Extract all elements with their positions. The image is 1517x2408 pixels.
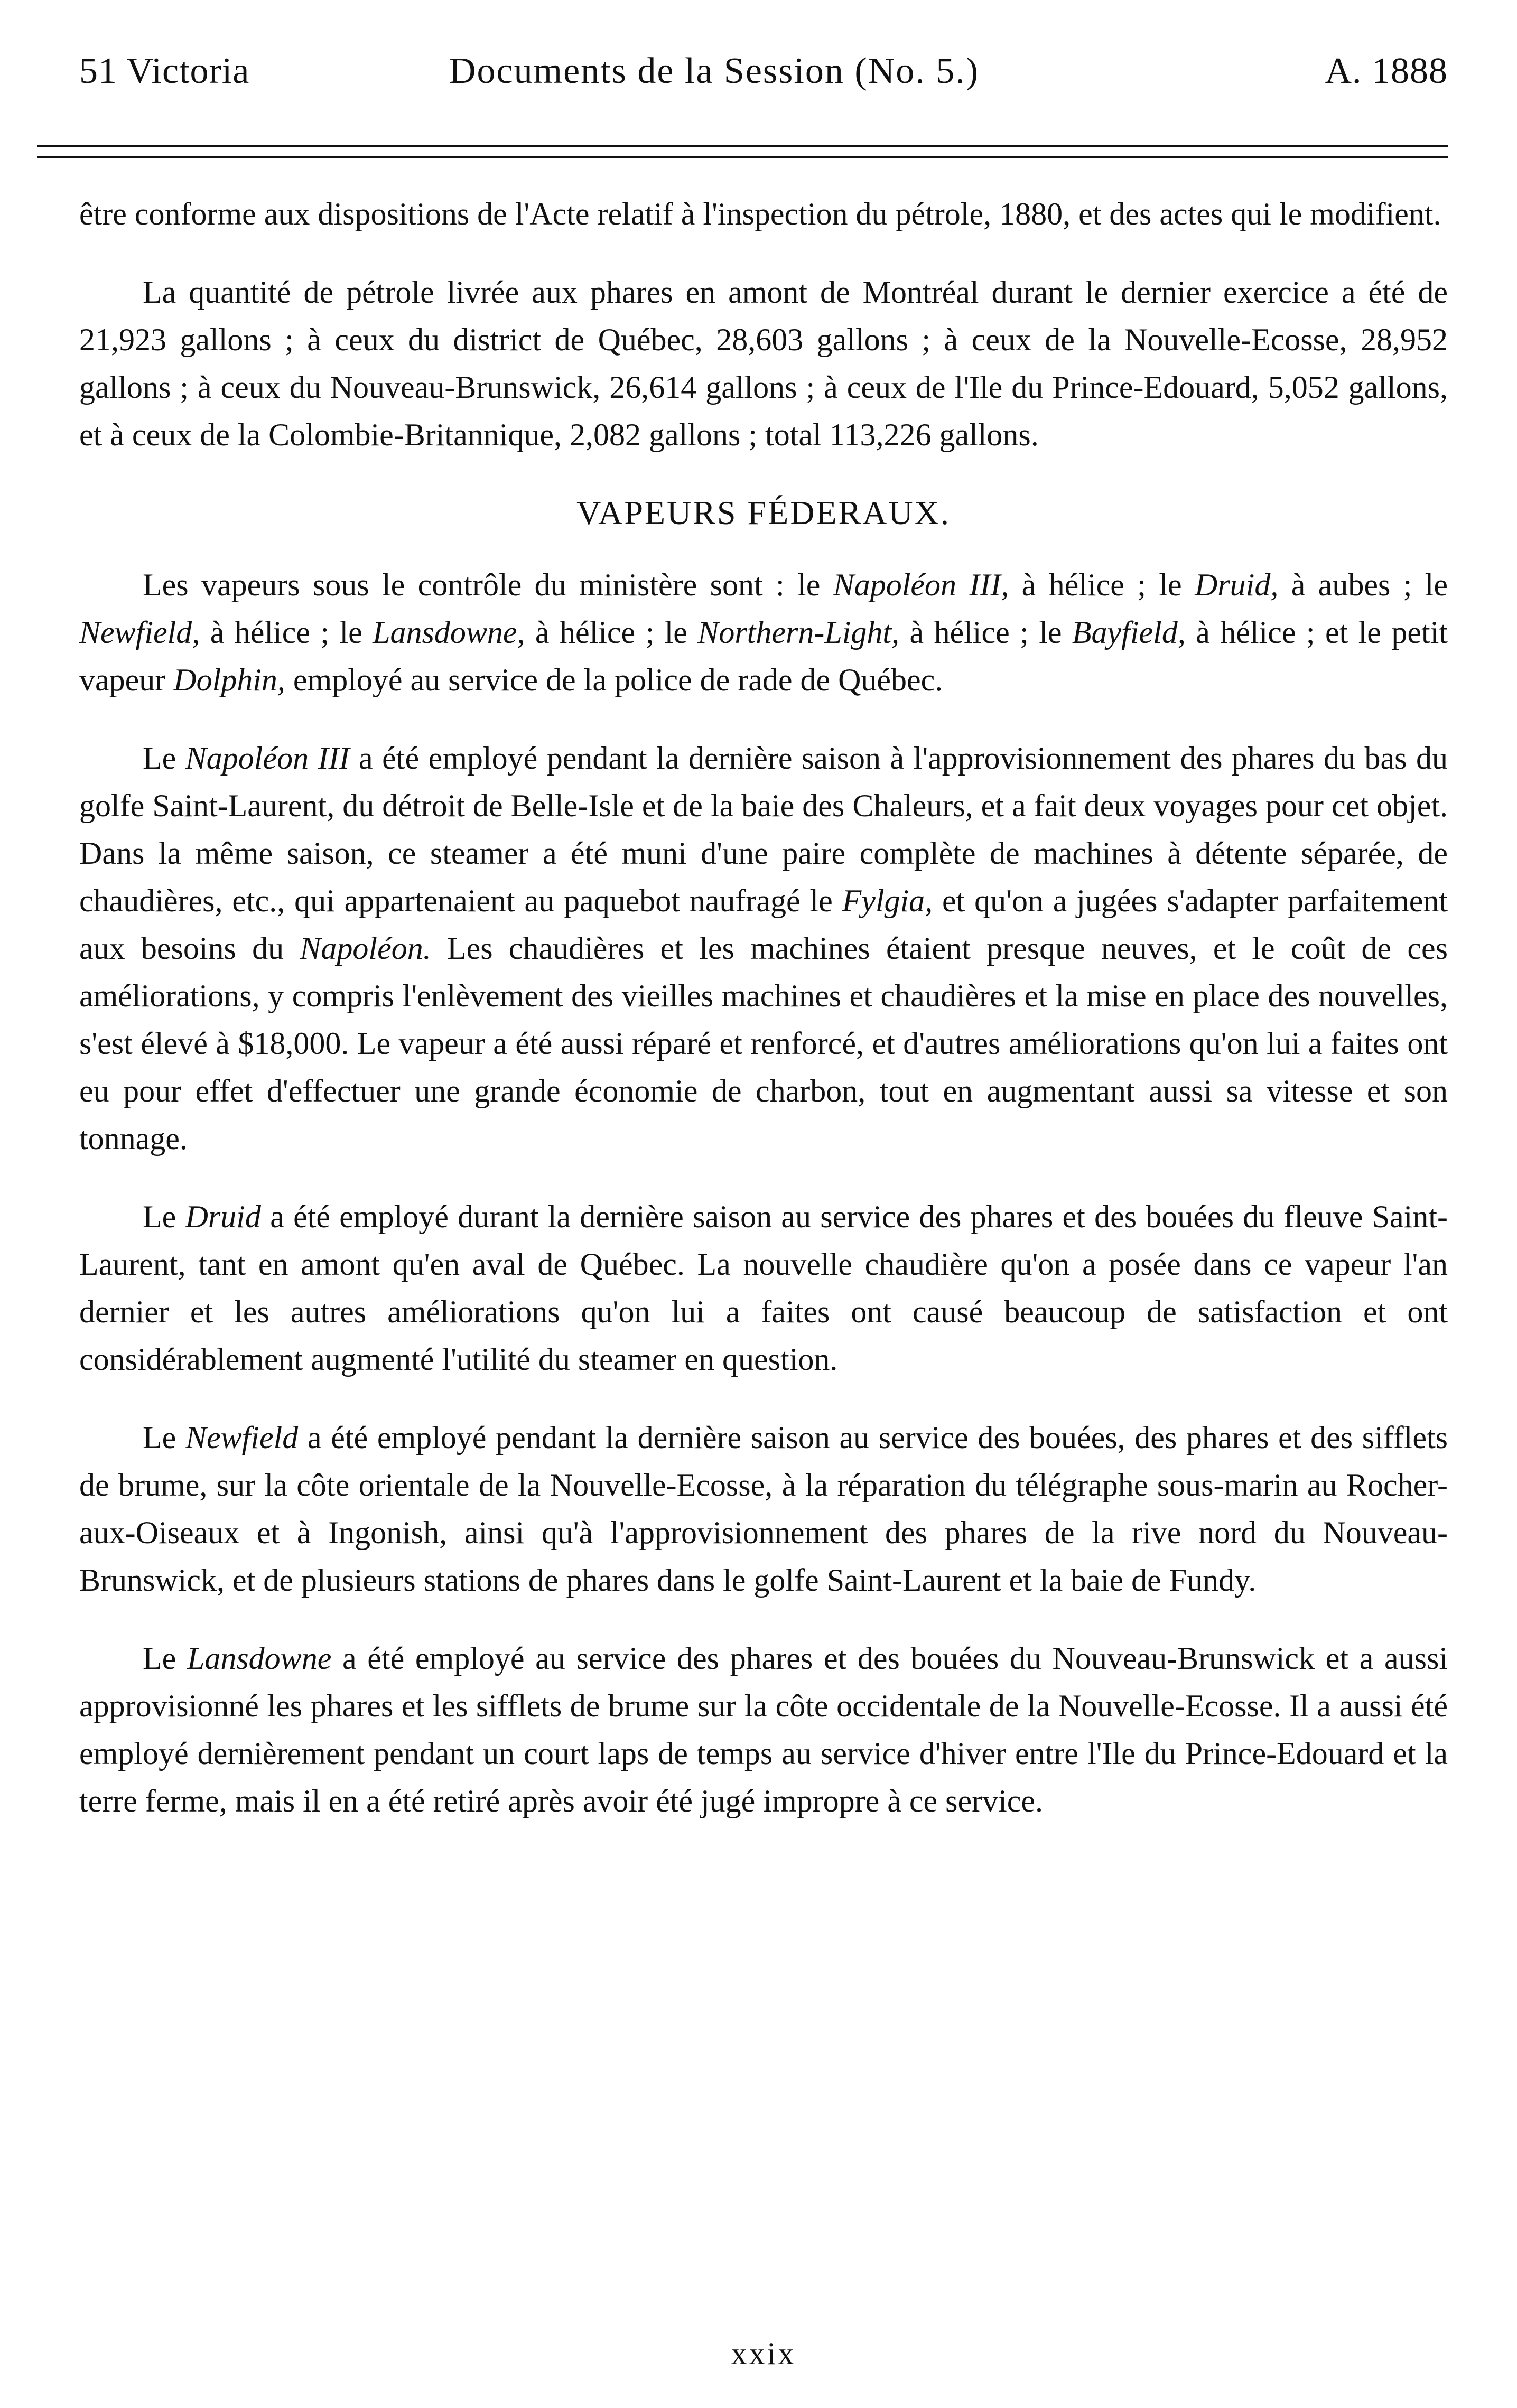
paragraph-druid: Le Druid a été employé durant la dernière saison au service des phares et des bouées du fleuve Saint-Laurent, tant en amont qu'en aval de Québec. La nouvelle chaudière qu'on a posée dans ce vapeur l'an dernier et les autres améliorations qu'on lui a faites ont causé beaucoup de satisfaction et ont considérablement augmenté l'utilité du steamer en question. [79,1199,1448,1377]
paragraph-petroleum-quantities: La quantité de pétrole livrée aux phares en amont de Montréal durant le dernier exercice a été de 21,923 gallons ; à ceux du district de Québec, 28,603 gallons ; à ceux de la Nouvelle-Ecosse, 28,952 gallons ; à ceux du Nouveau-Brunswick, 26,614 gallons ; à ceux de l'Ile du Prince-Edouard, 5,052 gallons, et à ceux de la Colombie-Britannique, 2,082 gallons ; total 113,226 gallons. [79,275,1448,452]
header-title: Documents de la Session (No. 5.) [449,51,980,91]
header-rule-top [37,145,1448,147]
page-number: xxix [731,2336,796,2371]
paragraph-continuation: être conforme aux dispositions de l'Acte relatif à l'inspection du pétrole, 1880, et des actes qui le modifient. [79,197,1441,231]
paragraph-napoleon: Le Napoléon III a été employé pendant la dernière saison à l'approvisionnement des phares du bas du golfe Saint-Laurent, du détroit de Belle-Isle et de la baie des Chaleurs, et a fait deux voyages pour cet objet. Dans la même saison, ce steamer a été muni d'une paire complète de machines à détente séparée, de chaudières, etc., qui appartenaient au paquebot naufragé le Fylgia, et qu'on a jugées s'adapter parfaitement aux besoins du Napoléon. Les chaudières et les machines étaient presque neuves, et le coût de ces améliorations, y compris l'enlèvement des vieilles machines et chaudières et la mise en place des nouvelles, s'est élevé à $18,000. Le vapeur a été aussi réparé et renforcé, et d'autres améliorations qu'on lui a faites ont eu pour effet d'effectuer une grande économie de charbon, tout en augmentant aussi sa vitesse et son tonnage. [79,741,1448,1156]
body-text [79,190,1448,1825]
header-year: A. 1888 [1325,51,1448,91]
header-rule-bottom [37,156,1448,158]
section-heading: VAPEURS FÉDERAUX. [576,494,951,531]
paragraph-newfield: Le Newfield a été employé pendant la dernière saison au service des bouées, des phares et des sifflets de brume, sur la côte orientale de la Nouvelle-Ecosse, à la réparation du télégraphe sous-marin au Rocher-aux-Oiseaux et à Ingonish, ainsi qu'à l'approvisionnement des phares de la rive nord du Nouveau-Brunswick, et de plusieurs stations de phares dans le golfe Saint-Laurent et la baie de Fundy. [79,1420,1448,1598]
running-header [79,32,1448,116]
paragraph-lansdowne: Le Lansdowne a été employé au service des phares et des bouées du Nouveau-Brunswick et a aussi approvisionné les phares et les sifflets de brume sur la côte occidentale de la Nouvelle-Ecosse. Il a aussi été employé dernièrement pendant un court laps de temps au service d'hiver entre l'Ile du Prince-Edouard et la terre ferme, mais il en a été retiré après avoir été jugé impropre à ce service. [79,1641,1448,1818]
header-volume: 51 Victoria [79,51,250,91]
document-page [79,32,1448,2388]
paragraph-steamers-list: Les vapeurs sous le contrôle du ministère sont : le Napoléon III, à hélice ; le Druid, à aubes ; le Newfield, à hélice ; le Lansdowne, à hélice ; le Northern-Light, à hélice ; le Bayfield, à hélice ; et le petit vapeur Dolphin, employé au service de la police de rade de Québec. [79,567,1448,697]
